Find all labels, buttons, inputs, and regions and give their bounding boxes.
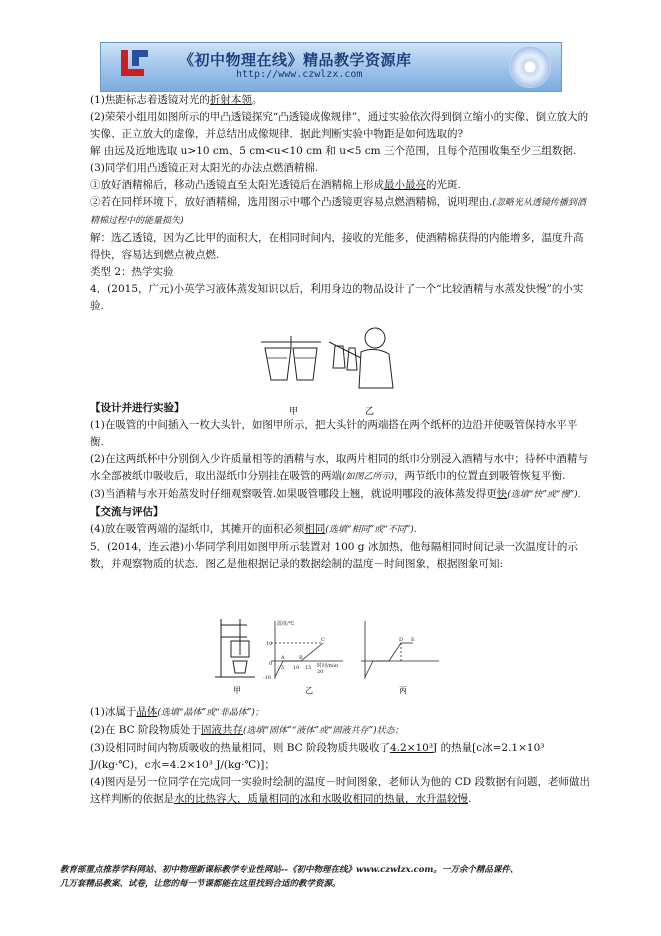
footer-line-1: 教育部重点推荐学科网站、初中物理新课标教学专业性网站--《初中物理在线》www.czwlzx.com。一万余个精品课件、 — [60, 865, 519, 875]
girl-drawing — [329, 328, 393, 388]
exchange-heading: 【交流与评估】 — [90, 506, 164, 518]
site-logo-icon — [118, 46, 154, 82]
q4-4: (4)放在吸管两端的湿纸巾，其摊开的面积必须相同(选填“相同”或“不同”). — [90, 523, 417, 535]
banner-url[interactable]: http://www.czwlzx.com — [236, 69, 363, 80]
document-body — [90, 92, 590, 315]
page-footer — [60, 863, 620, 891]
banner-title: 《初中物理在线》精品教学资源库 — [179, 51, 412, 69]
header-banner — [100, 42, 562, 92]
fig2-label-jia: 甲 — [233, 686, 241, 695]
q4-1: (1)在吸管的中间插入一枚大头针，如图甲所示，把大头针的两端搭在两个纸杯的边沿并使吸管保持水平平衡. — [90, 419, 578, 448]
fig2-tick-15: 15 — [305, 665, 312, 671]
q4-2: (2)在这两纸杯中分别倒入少许质量相等的酒精与水，取两片相同的纸巾分别浸入酒精与水中；待杯中酒精与水全部被纸巾吸收后，取出湿纸巾分别挂在吸管的两端(如图乙所示)，两节纸巾的位置直到吸管恢复平衡. — [90, 453, 588, 482]
q5-3: (3)设相同时间内物质吸收的热量相同，则 BC 阶段物质共吸收了4.2×10³J 的热量[c冰=2.1×10³ J/(kg·℃)，c水=4.2×10³ J/(kg·℃)]； — [90, 742, 545, 771]
q5-stem: 5．(2014，连云港)小华同学利用如图甲所示装置对 100 g 冰加热，他每隔相同时间记录一次温度计的示数，并观察物质的状态．图乙是他根据记录的数据绘制的温度－时间图象，根据图象可知: — [90, 541, 578, 570]
fig1-label-jia: 甲 — [289, 407, 299, 417]
fig2-tick-20: 20 — [317, 669, 324, 675]
q3-3a: ①放好酒精棉后，移动凸透镜直至太阳光透镜后在酒精棉上形成最小最亮的光斑. — [90, 179, 461, 191]
fig2-tick-10x: 10 — [293, 665, 300, 671]
fig2-point-c: C — [321, 637, 325, 643]
q3-3b: ②若在同样环境下，放好酒精棉，选用图示中哪个凸透镜更容易点燃酒精棉，说明理由.(忽略光从透镜传播到酒精棉过程中的能量损失) — [90, 196, 586, 226]
fig2-point-e: E — [411, 637, 415, 643]
document-body-2 — [90, 400, 590, 573]
q3-3: (3)同学们用凸透镜正对太阳光的办法点燃酒精棉. — [90, 162, 319, 174]
q3-2-solution: 解 由远及近地选取 u>10 cm、5 cm<u<10 cm 和 u<5 cm 三个范围，且每个范围收集至少三组数据. — [90, 145, 577, 157]
fig2-label-yi: 乙 — [305, 686, 313, 695]
q4-stem: 4．(2015，广元)小英学习液体蒸发知识以后，利用身边的物品设计了一个“比较酒精与水蒸发快慢”的小实验. — [90, 283, 584, 312]
q3-3-solution: 解：选乙透镜，因为乙比甲的面积大，在相同时间内，接收的光能多，使酒精棉获得的内能增多，温度升高得快，容易达到燃点被点燃. — [90, 232, 584, 261]
fig2-xlabel: 时间/min — [317, 663, 339, 669]
fig2-point-a: A — [281, 655, 285, 661]
q3-1: (1)焦距标志着透镜对光的折射本领。 — [90, 94, 263, 106]
design-heading: 【设计并进行实验】 — [90, 402, 185, 414]
cups-straw-drawing — [261, 336, 321, 380]
cd-disc-icon — [509, 46, 551, 88]
fig2-point-d: D — [399, 637, 404, 643]
q5-1: (1)冰属于晶体(选填“晶体”或“非晶体”)； — [90, 706, 264, 718]
apparatus-drawing — [215, 619, 255, 677]
fig2-ylabel: 温度/℃ — [277, 621, 295, 627]
section-type2: 类型 2：热学实验 — [90, 266, 174, 278]
graph-bing — [361, 621, 439, 679]
fig1-label-yi: 乙 — [365, 407, 375, 417]
q4-3: (3)当酒精与水开始蒸发时仔细观察吸管.如果吸管哪段上翘，就说明哪段的液体蒸发得更快(选填“快”或“慢”). — [90, 488, 581, 500]
fig2-tick-m10: -10 — [263, 675, 272, 681]
fig2-tick-10: 10 — [266, 641, 273, 647]
fig2-point-b: B — [299, 655, 303, 661]
q5-2: (2)在 BC 阶段物质处于固液共存(选填“固体”“液体”或“固液共存”)状态； — [90, 724, 404, 736]
fig2-tick-0: 0 — [269, 661, 273, 667]
footer-line-2: 几万套精品教案、试卷，让您的每一节课都能在这里找到合适的教学资源。 — [60, 879, 341, 889]
document-body-3 — [90, 704, 590, 808]
q3-2: (2)荣荣小组用如图所示的甲凸透镜探究“凸透镜成像规律”，通过实验依次得到倒立缩小的实像、倒立放大的实像、正立放大的虚像，并总结出成像规律．据此判断实验中物距是如何选取的? — [90, 111, 589, 140]
ice-heating-figure — [213, 615, 453, 697]
fig2-label-bing: 丙 — [399, 686, 407, 695]
fig2-tick-5: 5 — [281, 665, 285, 671]
q5-4: (4)图丙是另一位同学在完成同一实验时绘制的温度－时间图象，老师认为他的 CD 段数据有问题，老师做出这样判断的依据是水的比热容大，质量相同的冰和水吸收相同的热量，水升温较慢. — [90, 776, 590, 805]
